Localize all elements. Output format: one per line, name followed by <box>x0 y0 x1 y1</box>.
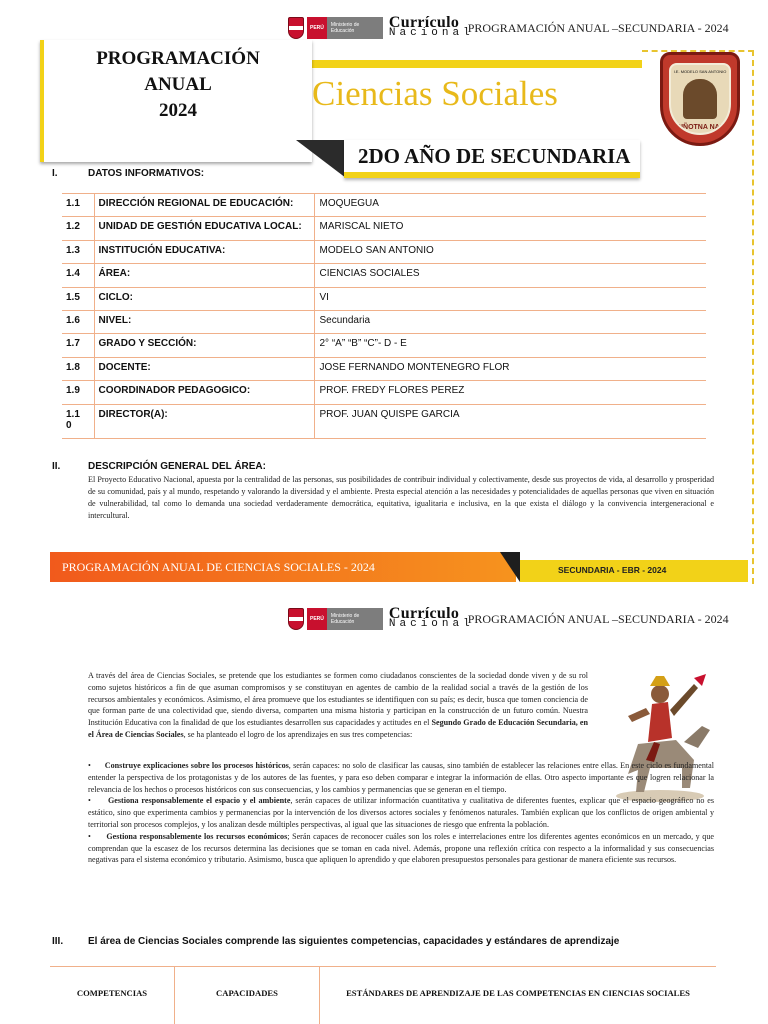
datos-row-value: 2° “A” “B” “C”- D - E <box>314 334 706 357</box>
datos-row <box>62 194 706 217</box>
peru-shield-icon <box>288 17 304 39</box>
datos-row-number: 1.3 <box>62 240 94 263</box>
datos-row-key: COORDINADOR PEDAGOGICO: <box>94 381 314 404</box>
header-title: PROGRAMACIÓN ANUAL –SECUNDARIA - 2024 <box>467 20 729 35</box>
ministry-label: Ministerio de Educación <box>327 608 383 630</box>
datos-row-number: 1.2 <box>62 217 94 240</box>
datos-row-key: CICLO: <box>94 287 314 310</box>
datos-row-value: CIENCIAS SOCIALES <box>314 264 706 287</box>
ministry-label: Ministerio de Educación <box>327 17 383 39</box>
col-competencias: COMPETENCIAS <box>76 988 148 998</box>
datos-row <box>62 381 706 404</box>
datos-row-number: 1.5 <box>62 287 94 310</box>
competency-item: • Gestiona responsablemente los recursos económicos; Serán capaces de reconocer cuáles son los roles e interrelaciones entre los diferentes agentes económicos en un mercado, y que comprendan que la escasez de los recursos determina las decisiones que se toman en cada nivel. Además, propone una reflexión crítica con respecto a la informalidad y sus consecuencias negativas para el sistema económico y tributario. Asimismo, busca que apliquen lo aprendido y que elaboren presupuestos personales para gestionar de manera eficiente sus recursos. <box>88 831 714 865</box>
datos-row-key: DOCENTE: <box>94 357 314 380</box>
curriculo-logo: Currículo Nacional <box>388 605 474 630</box>
intro-paragraph: A través del área de Ciencias Sociales, se pretende que los estudiantes se formen como ciudadanos conscientes de la sociedad donde viven y de su rol como sujetos históricos a fin de que asuman compromisos y se constituyan en agentes de cambio de la realidad social a través de la gestión de los recursos ambientales y económicos. Asimismo, el área promueve que los estudiantes se identifiquen con su país; es decir, busca que tomen conciencia de que forman parte de una colectividad que, siendo diversa, comparten una misma historia y participan en la construcción de un futuro común. Nuestra Institución Educativa con la finalidad de que los estudiantes desarrollen sus capacidades y actitudes en el Segundo Grado de Educación Secundaria, en el Área de Ciencias Sociales, se ha planteado el logro de los aprendizajes en sus tres competencias: <box>88 671 589 739</box>
program-title-box <box>40 40 312 162</box>
datos-row-number: 1.6 <box>62 310 94 333</box>
competency-item: • Construye explicaciones sobre los procesos históricos, serán capaces: no solo de clasificar las causas, sino también de establecer las relaciones entre ellas. En este ciclo es fundamental entender la perspectiva de los protagonistas y de los autores de las fuentes, y para eso deben comparar e integrar la información de ellas. Otro aspecto importante es que logren relacionar la relevancia de los hechos o procesos históricos con sus consecuencias, y los cambios y permanencias que se generan en el tiempo. <box>88 761 714 794</box>
datos-row <box>62 404 706 438</box>
datos-row <box>62 357 706 380</box>
datos-row-value: MODELO SAN ANTONIO <box>314 240 706 263</box>
page-footer <box>50 552 750 582</box>
col-estandares: ESTÁNDARES DE APRENDIZAJE DE LAS COMPETENCIAS EN CIENCIAS SOCIALES <box>346 988 690 998</box>
program-line-1: PROGRAMACIÓN <box>96 48 260 69</box>
page2-header <box>288 603 729 635</box>
datos-row-number: 1.7 <box>62 334 94 357</box>
datos-row-value: PROF. JUAN QUISPE GARCIA <box>314 404 706 438</box>
datos-row-key: GRADO Y SECCIÓN: <box>94 334 314 357</box>
datos-row-key: ÁREA: <box>94 264 314 287</box>
datos-row-number: 1.1 0 <box>62 404 94 438</box>
curriculo-logo: Currículo Nacional <box>388 14 474 39</box>
datos-row-key: UNIDAD DE GESTIÓN EDUCATIVA LOCAL: <box>94 217 314 240</box>
banner-yellow-bar <box>296 60 642 68</box>
datos-row <box>62 240 706 263</box>
banner-dark-triangle <box>296 140 346 178</box>
page1-header <box>288 12 729 44</box>
datos-row-value: Secundaria <box>314 310 706 333</box>
school-logo-top-text: I.E. MODELO SAN ANTONIO <box>673 69 727 74</box>
peru-shield-icon <box>288 608 304 630</box>
datos-row-value: JOSE FERNANDO MONTENEGRO FLOR <box>314 357 706 380</box>
header-title: PROGRAMACIÓN ANUAL –SECUNDARIA - 2024 <box>467 611 729 626</box>
datos-row-value: VI <box>314 287 706 310</box>
program-line-2: ANUAL <box>144 74 212 95</box>
competency-item: • Gestiona responsablemente el espacio y el ambiente, serán capaces de utilizar información cuantitativa y cualitativa de diferentes fuentes, explicar que el espacio geográfico no es estático, sino que experimenta cambios y permanencias por la intervención de los diversos actores sociales y fenómenos naturales. También explican que los conflictos de origen ambiental y territorial son procesos complejos, y los analizan desde múltiples perspectivas, al igual que las situaciones de riesgo que enfrenta la población. <box>88 796 714 829</box>
peru-label: PERÚ <box>307 608 327 630</box>
footer-triangle <box>500 552 520 582</box>
school-logo-text: OIÑOTNA NAS <box>675 124 725 131</box>
datos-row <box>62 264 706 287</box>
datos-row-number: 1.1 <box>62 194 94 217</box>
datos-row-number: 1.8 <box>62 357 94 380</box>
competencies-table-header <box>50 966 716 1024</box>
datos-row-number: 1.4 <box>62 264 94 287</box>
datos-row <box>62 287 706 310</box>
subject-title: Ciencias Sociales <box>312 74 558 113</box>
datos-row <box>62 217 706 240</box>
grade-box <box>344 140 640 178</box>
grade-title: 2DO AÑO DE SECUNDARIA <box>358 144 631 168</box>
col-capacidades: CAPACIDADES <box>174 967 320 1024</box>
datos-row-value: MOQUEGUA <box>314 194 706 217</box>
datos-row <box>62 334 706 357</box>
datos-row-value: PROF. FREDY FLORES PEREZ <box>314 381 706 404</box>
footer-right-text: SECUNDARIA - EBR - 2024 <box>558 565 667 575</box>
competencies-list <box>88 760 714 866</box>
datos-row-key: NIVEL: <box>94 310 314 333</box>
school-logo-figure-icon <box>683 79 717 119</box>
footer-left-text: PROGRAMACIÓN ANUAL DE CIENCIAS SOCIALES - 2024 <box>62 560 375 574</box>
datos-row-key: DIRECCIÓN REGIONAL DE EDUCACIÓN: <box>94 194 314 217</box>
datos-row-value: MARISCAL NIETO <box>314 217 706 240</box>
datos-row <box>62 310 706 333</box>
peru-label: PERÚ <box>307 17 327 39</box>
program-line-3: 2024 <box>159 100 197 121</box>
datos-row-key: DIRECTOR(A): <box>94 404 314 438</box>
area-description: El Proyecto Educativo Nacional, apuesta por la centralidad de las personas, sus posibilidades de contribuir individual y colectivamente, desde sus proyectos de vida, al desarrollo y prosperidad de su comunidad, país y al mundo, respetando y valorando la diversidad y el ambiente. Presta especial atención a las necesidades y potencialidades de aquellas personas que viven en situación de vulnerabilidad, tal como lo demanda una sociedad verdaderamente democrática, equitativa, igualitaria e inclusiva, en la que exista el diálogo y la convivencia intergeneracional e intercultural. <box>88 475 714 520</box>
datos-row-number: 1.9 <box>62 381 94 404</box>
datos-table <box>62 193 706 439</box>
school-logo <box>660 52 740 146</box>
datos-row-key: INSTITUCIÓN EDUCATIVA: <box>94 240 314 263</box>
